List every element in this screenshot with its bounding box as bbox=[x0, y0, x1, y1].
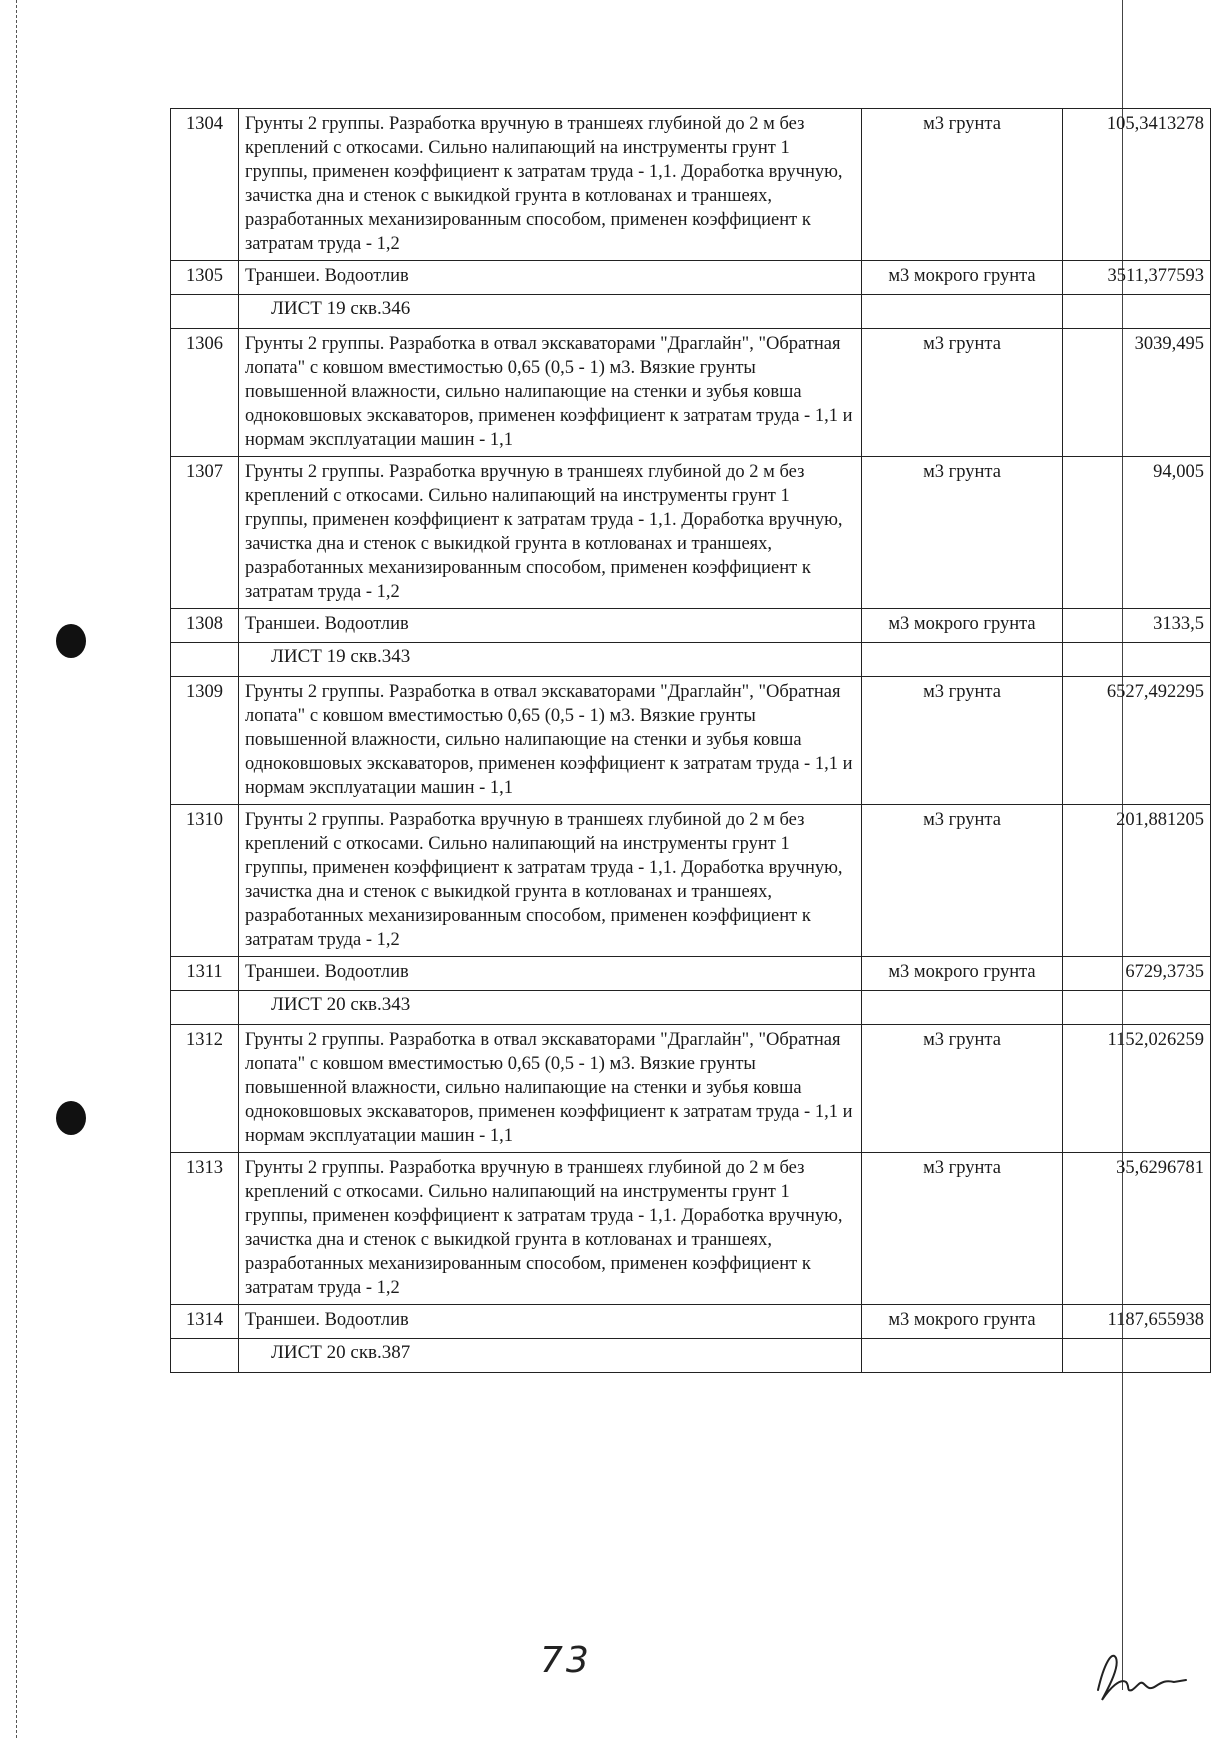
sheet-header-row bbox=[171, 295, 1211, 329]
row-description-cell: Траншеи. Водоотлив bbox=[239, 957, 862, 991]
row-description-cell: Траншеи. Водоотлив bbox=[239, 1305, 862, 1339]
row-unit-cell bbox=[862, 991, 1063, 1025]
row-value-cell: 6527,492295 bbox=[1063, 677, 1211, 805]
table-row bbox=[171, 609, 1211, 643]
row-description-cell: Грунты 2 группы. Разработка в отвал экскаваторами "Драглайн", "Обратная лопата" с ковшом вместимостью 0,65 (0,5 - 1) м3. Вязкие грунты повышенной влажности, сильно налипающие на стенки и зубья ковша одноковшовых экскаваторов, применен коэффициент к затратам труда - 1,1 и нормам эксплуатации машин - 1,1 bbox=[239, 1025, 862, 1153]
table-row bbox=[171, 1025, 1211, 1153]
row-unit-cell: м3 грунта bbox=[862, 677, 1063, 805]
row-value-cell bbox=[1063, 643, 1211, 677]
table-row bbox=[171, 957, 1211, 991]
works-table-body bbox=[171, 109, 1211, 1373]
row-unit-cell: м3 грунта bbox=[862, 805, 1063, 957]
table-row bbox=[171, 805, 1211, 957]
row-description-cell: Грунты 2 группы. Разработка вручную в траншеях глубиной до 2 м без креплений с откосами. Сильно налипающий на инструменты грунт 1 группы, применен коэффициент к затратам труда - 1,1. Доработка вручную, зачистка дна и стенок с выкидкой грунта в котлованах и траншеях, разработанных механизированным способом, применен коэффициент к затратам труда - 1,2 bbox=[239, 805, 862, 957]
row-description-cell: Траншеи. Водоотлив bbox=[239, 609, 862, 643]
row-number-cell: 1306 bbox=[171, 329, 239, 457]
binding-margin-line bbox=[16, 0, 17, 1738]
row-description-cell: ЛИСТ 20 скв.387 bbox=[239, 1339, 862, 1373]
row-unit-cell: м3 грунта bbox=[862, 457, 1063, 609]
row-unit-cell bbox=[862, 643, 1063, 677]
row-value-cell: 6729,3735 bbox=[1063, 957, 1211, 991]
sheet-header-row bbox=[171, 991, 1211, 1025]
row-unit-cell: м3 грунта bbox=[862, 329, 1063, 457]
table-row bbox=[171, 1153, 1211, 1305]
page-number: 73 bbox=[540, 1640, 592, 1681]
table-row bbox=[171, 1305, 1211, 1339]
sheet-header-row bbox=[171, 1339, 1211, 1373]
row-number-cell: 1304 bbox=[171, 109, 239, 261]
row-number-cell: 1311 bbox=[171, 957, 239, 991]
row-number-cell bbox=[171, 643, 239, 677]
row-description-cell: Грунты 2 группы. Разработка в отвал экскаваторами "Драглайн", "Обратная лопата" с ковшом вместимостью 0,65 (0,5 - 1) м3. Вязкие грунты повышенной влажности, сильно налипающие на стенки и зубья ковша одноковшовых экскаваторов, применен коэффициент к затратам труда - 1,1 и нормам эксплуатации машин - 1,1 bbox=[239, 329, 862, 457]
row-unit-cell: м3 мокрого грунта bbox=[862, 261, 1063, 295]
works-table bbox=[170, 108, 1211, 1373]
table-row bbox=[171, 109, 1211, 261]
row-description-cell: Грунты 2 группы. Разработка вручную в траншеях глубиной до 2 м без креплений с откосами. Сильно налипающий на инструменты грунт 1 группы, применен коэффициент к затратам труда - 1,1. Доработка вручную, зачистка дна и стенок с выкидкой грунта в котлованах и траншеях, разработанных механизированным способом, применен коэффициент к затратам труда - 1,2 bbox=[239, 109, 862, 261]
row-description-cell: Траншеи. Водоотлив bbox=[239, 261, 862, 295]
row-number-cell: 1308 bbox=[171, 609, 239, 643]
row-value-cell: 3133,5 bbox=[1063, 609, 1211, 643]
row-unit-cell: м3 мокрого грунта bbox=[862, 609, 1063, 643]
row-number-cell: 1314 bbox=[171, 1305, 239, 1339]
row-description-cell: ЛИСТ 19 скв.346 bbox=[239, 295, 862, 329]
row-unit-cell bbox=[862, 1339, 1063, 1373]
row-value-cell bbox=[1063, 295, 1211, 329]
row-number-cell bbox=[171, 1339, 239, 1373]
row-unit-cell bbox=[862, 295, 1063, 329]
table-row bbox=[171, 677, 1211, 805]
row-description-cell: ЛИСТ 19 скв.343 bbox=[239, 643, 862, 677]
row-description-cell: ЛИСТ 20 скв.343 bbox=[239, 991, 862, 1025]
row-value-cell: 3511,377593 bbox=[1063, 261, 1211, 295]
punch-hole-mark bbox=[56, 624, 86, 658]
row-number-cell: 1313 bbox=[171, 1153, 239, 1305]
row-number-cell: 1312 bbox=[171, 1025, 239, 1153]
row-value-cell: 35,6296781 bbox=[1063, 1153, 1211, 1305]
table-row bbox=[171, 329, 1211, 457]
row-value-cell: 3039,495 bbox=[1063, 329, 1211, 457]
row-number-cell bbox=[171, 991, 239, 1025]
row-value-cell: 1187,655938 bbox=[1063, 1305, 1211, 1339]
row-unit-cell: м3 мокрого грунта bbox=[862, 1305, 1063, 1339]
row-number-cell: 1307 bbox=[171, 457, 239, 609]
punch-hole-mark bbox=[56, 1101, 86, 1135]
row-number-cell: 1309 bbox=[171, 677, 239, 805]
row-description-cell: Грунты 2 группы. Разработка в отвал экскаваторами "Драглайн", "Обратная лопата" с ковшом вместимостью 0,65 (0,5 - 1) м3. Вязкие грунты повышенной влажности, сильно налипающие на стенки и зубья ковша одноковшовых экскаваторов, применен коэффициент к затратам труда - 1,1 и нормам эксплуатации машин - 1,1 bbox=[239, 677, 862, 805]
row-value-cell bbox=[1063, 991, 1211, 1025]
signature-mark bbox=[1090, 1644, 1190, 1704]
table-row bbox=[171, 261, 1211, 295]
row-number-cell: 1305 bbox=[171, 261, 239, 295]
row-value-cell: 1152,026259 bbox=[1063, 1025, 1211, 1153]
table-row bbox=[171, 457, 1211, 609]
row-number-cell bbox=[171, 295, 239, 329]
row-value-cell: 105,3413278 bbox=[1063, 109, 1211, 261]
row-description-cell: Грунты 2 группы. Разработка вручную в траншеях глубиной до 2 м без креплений с откосами. Сильно налипающий на инструменты грунт 1 группы, применен коэффициент к затратам труда - 1,1. Доработка вручную, зачистка дна и стенок с выкидкой грунта в котлованах и траншеях, разработанных механизированным способом, применен коэффициент к затратам труда - 1,2 bbox=[239, 457, 862, 609]
row-description-cell: Грунты 2 группы. Разработка вручную в траншеях глубиной до 2 м без креплений с откосами. Сильно налипающий на инструменты грунт 1 группы, применен коэффициент к затратам труда - 1,1. Доработка вручную, зачистка дна и стенок с выкидкой грунта в котлованах и траншеях, разработанных механизированным способом, применен коэффициент к затратам труда - 1,2 bbox=[239, 1153, 862, 1305]
row-unit-cell: м3 мокрого грунта bbox=[862, 957, 1063, 991]
row-unit-cell: м3 грунта bbox=[862, 1025, 1063, 1153]
row-value-cell: 201,881205 bbox=[1063, 805, 1211, 957]
row-number-cell: 1310 bbox=[171, 805, 239, 957]
row-unit-cell: м3 грунта bbox=[862, 109, 1063, 261]
row-value-cell bbox=[1063, 1339, 1211, 1373]
row-value-cell: 94,005 bbox=[1063, 457, 1211, 609]
sheet-header-row bbox=[171, 643, 1211, 677]
row-unit-cell: м3 грунта bbox=[862, 1153, 1063, 1305]
